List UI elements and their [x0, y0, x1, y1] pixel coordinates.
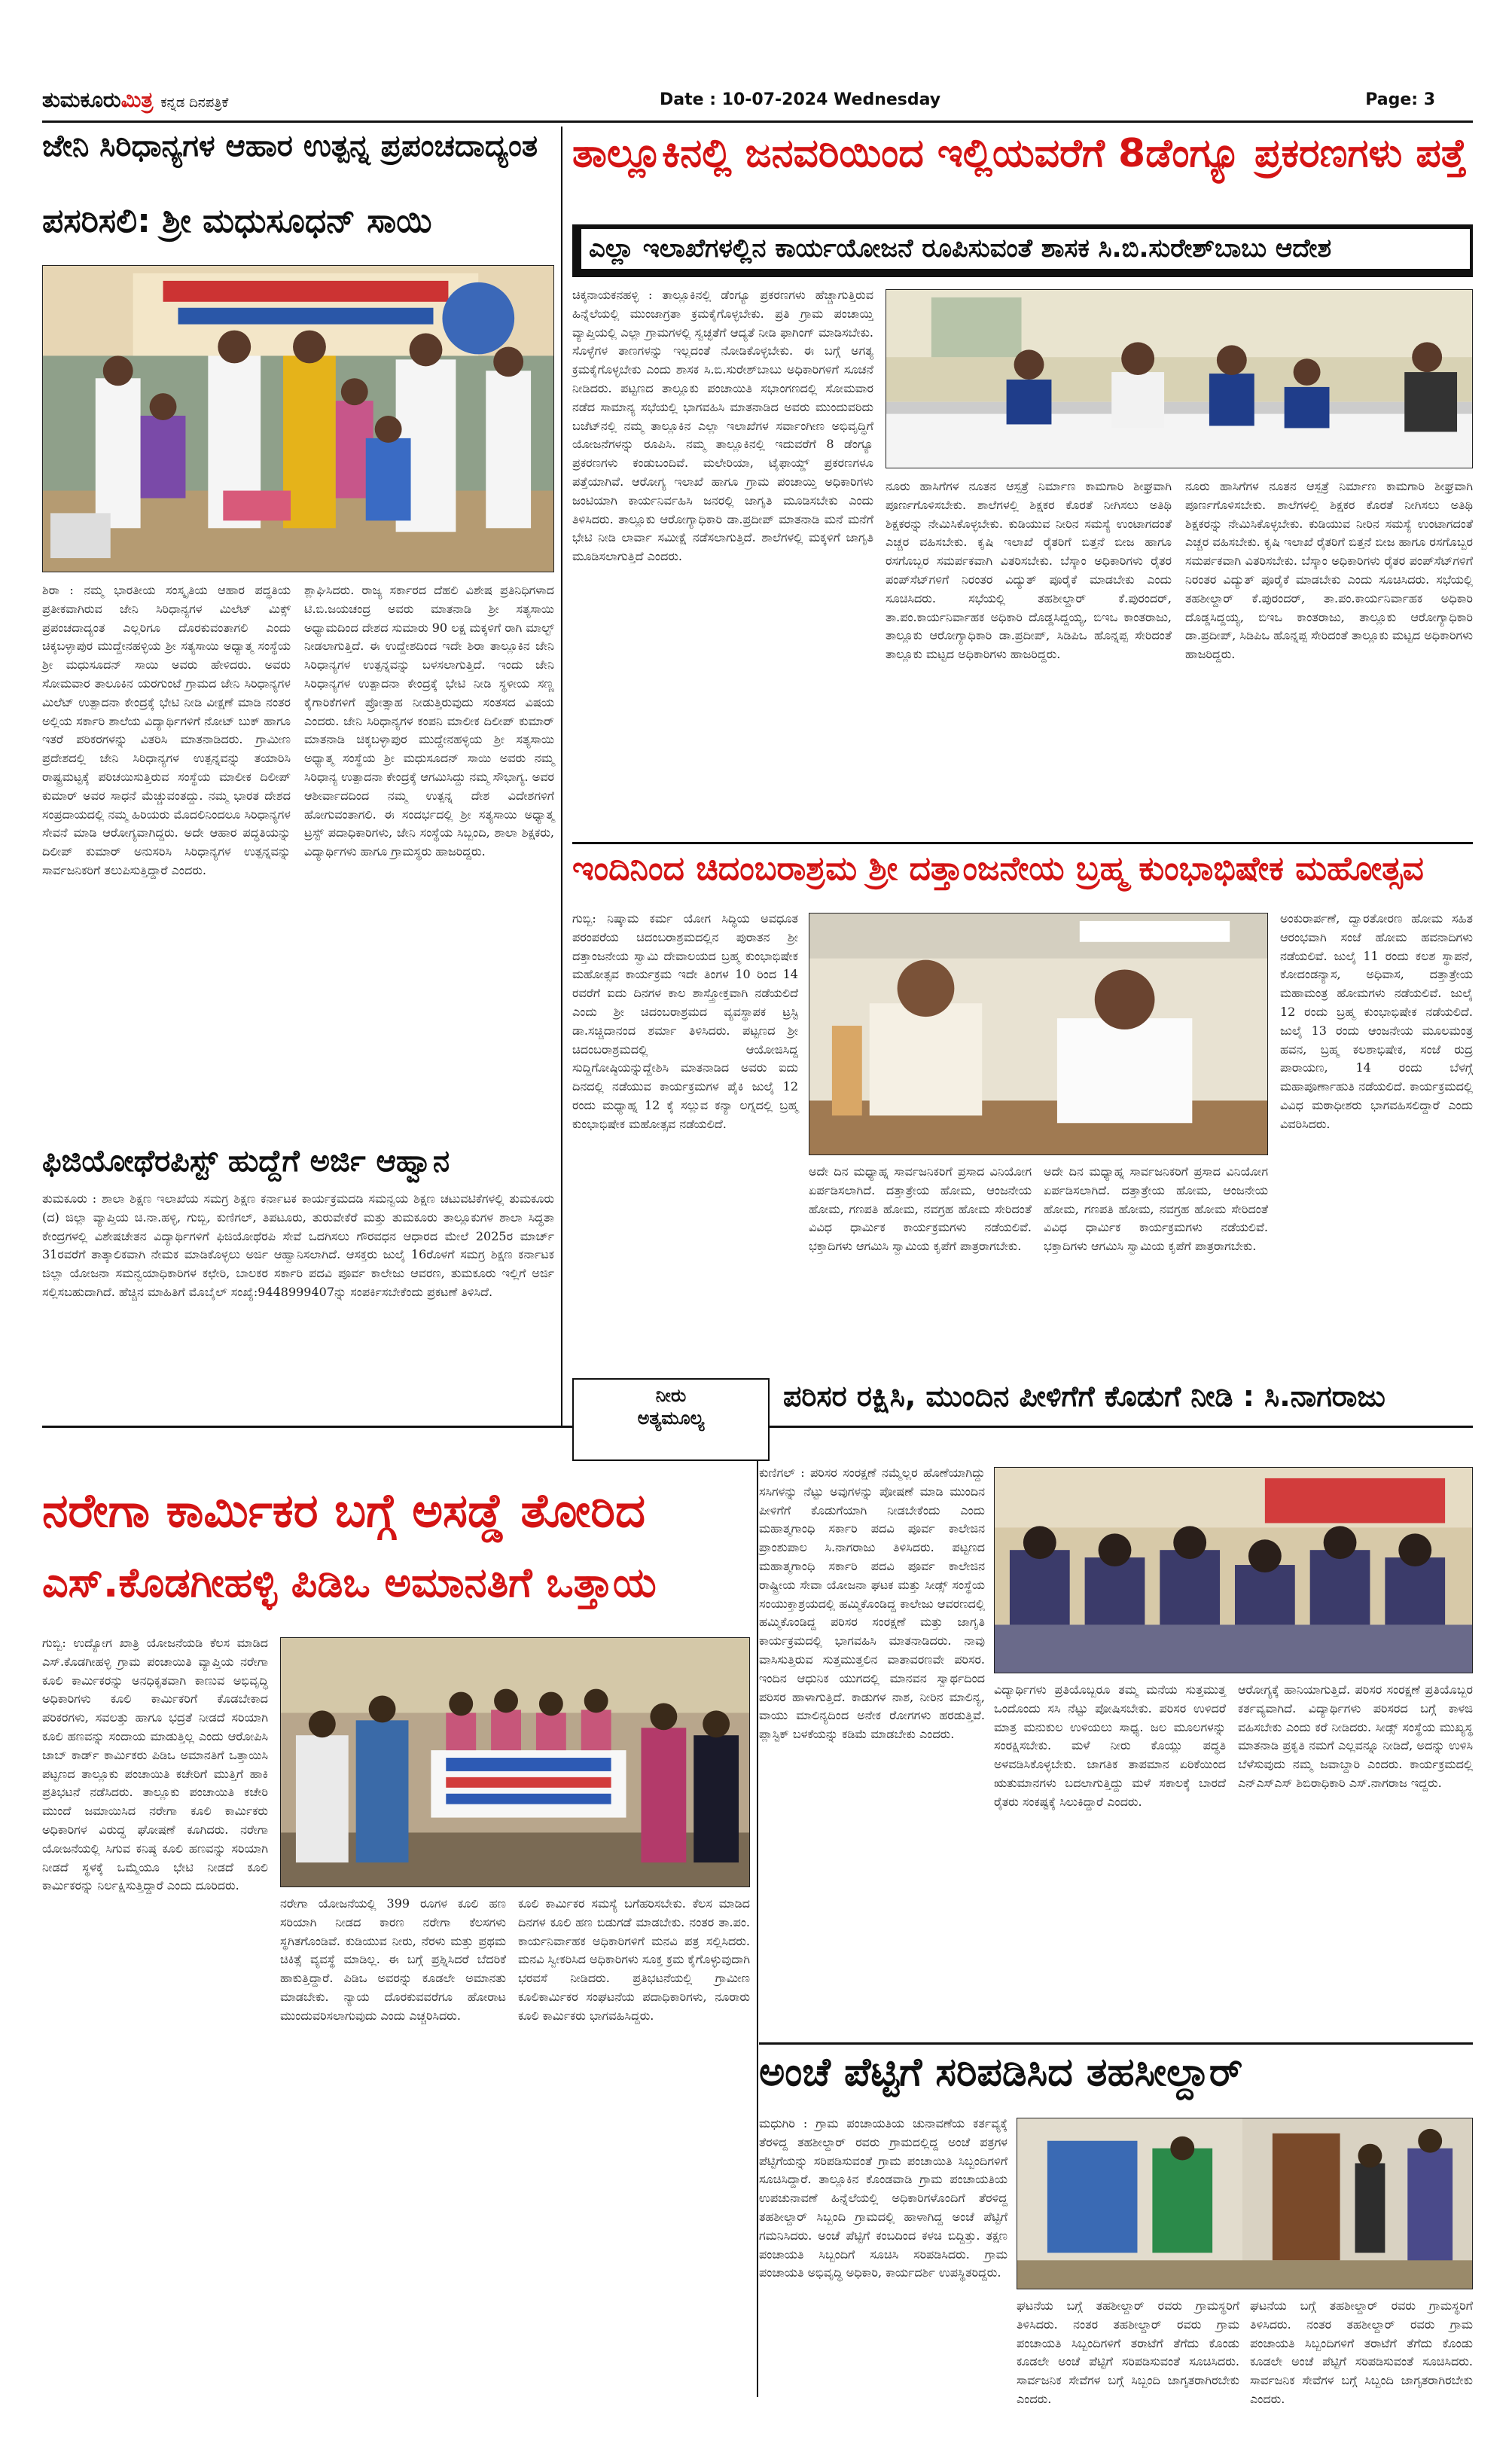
environment-body-col2: ವಿದ್ಯಾರ್ಥಿಗಳು ಪ್ರತಿಯೊಬ್ಬರೂ ತಮ್ಮ ಮನೆಯ ಸುತ್ತಮುತ್ತ ಒಂದೊಂದು ಸಸಿ ನೆಟ್ಟು ಪೋಷಿಸಬೇಕು. ಪರಿಸರ ಉಳಿದರೆ ಮಾತ್ರ ಮನುಕುಲ ಉಳಿಯಲು ಸಾಧ್ಯ. ಜಲ ಮೂಲಗಳನ್ನು ಸಂರಕ್ಷಿಸಬೇಕು. ಮಳೆ ನೀರು ಕೊಯ್ಲು ಪದ್ಧತಿ ಅಳವಡಿಸಿಕೊಳ್ಳಬೇಕು. ಜಾಗತಿಕ ತಾಪಮಾನ ಏರಿಕೆಯಿಂದ ಋತುಮಾನಗಳು ಬದಲಾಗುತ್ತಿದ್ದು ಮಳೆ ಸಕಾಲಕ್ಕೆ ಬಾರದೆ ರೈತರು ಸಂಕಷ್ಟಕ್ಕೆ ಸಿಲುಕಿದ್ದಾರೆ ಎಂದರು. — [994, 1682, 1226, 1809]
newspaper-logo — [42, 87, 228, 113]
millet-headline-line1: ಜೇನಿ ಸಿರಿಧಾನ್ಯಗಳ ಆಹಾರ ಉತ್ಪನ್ನ ಪ್ರಪಂಚದಾದ್ಯಂತ — [42, 129, 538, 163]
nrega-protest-photo — [280, 1637, 750, 1887]
nrega-body-col3: ಕೂಲಿ ಕಾರ್ಮಿಕರ ಸಮಸ್ಯೆ ಬಗೆಹರಿಸಬೇಕು. ಕೆಲಸ ಮಾಡಿದ ದಿನಗಳ ಕೂಲಿ ಹಣ ಬಿಡುಗಡೆ ಮಾಡಬೇಕು. ನಂತರ ತಾ.ಪಂ. ಕಾರ್ಯನಿರ್ವಾಹಕ ಅಧಿಕಾರಿಗಳಿಗೆ ಮನವಿ ಪತ್ರ ಸಲ್ಲಿಸಿದರು. ಮನವಿ ಸ್ವೀಕರಿಸಿದ ಅಧಿಕಾರಿಗಳು ಸೂಕ್ತ ಕ್ರಮ ಕೈಗೊಳ್ಳುವುದಾಗಿ ಭರವಸೆ ನೀಡಿದರು. ಪ್ರತಿಭಟನೆಯಲ್ಲಿ ಗ್ರಾಮೀಣ ಕೂಲಿಕಾರ್ಮಿಕರ ಸಂಘಟನೆಯ ಪದಾಧಿಕಾರಿಗಳು, ನೂರಾರು ಕೂಲಿ ಕಾರ್ಮಿಕರು ಭಾಗವಹಿಸಿದ್ದರು. — [518, 1896, 750, 2023]
column-divider — [757, 1426, 758, 2397]
logo-subtitle: ಕನ್ನಡ ದಿನಪತ್ರಿಕೆ — [160, 95, 229, 111]
kumbha-headline: ಇಂದಿನಿಂದ ಚಿದಂಬರಾಶ್ರಮ ಶ್ರೀ ದತ್ತಾಂಜನೇಯ ಬ್ರಹ್ಮ ಕುಂಭಾಭಿಷೇಕ ಮಹೋತ್ಸವ — [572, 849, 1424, 888]
issue-date: Date : 10-07-2024 Wednesday — [660, 90, 941, 109]
millet-body-col2: ಶ್ಲಾಘಿಸಿದರು. ರಾಜ್ಯ ಸರ್ಕಾರದ ದೆಹಲಿ ವಿಶೇಷ ಪ್ರತಿನಿಧಿಗಳಾದ ಟಿ.ಬಿ.ಜಯಚಂದ್ರ ಅವರು ಮಾತನಾಡಿ ಶ್ರೀ ಸತ್ಯಸಾಯಿ ಅಧ್ಯಾಮದಿಂದ ದೇಶದ ಸುಮಾರು 90 ಲಕ್ಷ ಮಕ್ಕಳಿಗೆ ರಾಗಿ ಮಾಲ್ಟ್ ನೀಡಲಾಗುತ್ತಿದೆ. ಈ ಉದ್ದೇಶದಿಂದ ಇದೇ ಶಿರಾ ತಾಲ್ಲೂಕಿನ ಜೇನಿ ಸಿರಿಧಾನ್ಯಗಳ ಉತ್ಪನ್ನವನ್ನು ಬಳಸಲಾಗುತ್ತಿದೆ. ಇಂದು ಜೇನಿ ಸಿರಿಧಾನ್ಯಗಳ ಉತ್ಪಾದನಾ ಕೇಂದ್ರಕ್ಕೆ ಭೇಟಿ ನೀಡಿ ಸ್ಥಳೀಯ ಸಣ್ಣ ಕೈಗಾರಿಕೆಗಳಿಗೆ ಪ್ರೋತ್ಸಾಹ ನೀಡುತ್ತಿರುವುದು ಸಂತಸದ ವಿಷಯ ಎಂದರು. ಜೇನಿ ಸಿರಿಧಾನ್ಯಗಳ ಕಂಪನಿ ಮಾಲೀಕ ದಿಲೀಪ್ ಕುಮಾರ್ ಮಾತನಾಡಿ ಚಿಕ್ಕಬಳ್ಳಾಪುರ ಮುದ್ದೇನಹಳ್ಳಿಯ ಶ್ರೀ ಸತ್ಯಸಾಯಿ ಅಧ್ಯಾತ್ಮ ಸಂಸ್ಥೆಯ ಶ್ರೀ ಮಧುಸೂದನ್ ಸಾಯಿ ಅವರು ನಮ್ಮ ಸಿರಿಧಾನ್ಯ ಉತ್ಪಾದನಾ ಕೇಂದ್ರಕ್ಕೆ ಆಗಮಿಸಿದ್ದು ನಮ್ಮ ಸೌಭಾಗ್ಯ. ಅವರ ಆಶೀರ್ವಾದದಿಂದ ನಮ್ಮ ಉತ್ಪನ್ನ ದೇಶ ವಿದೇಶಗಳಿಗೆ ಹೋಗುವಂತಾಗಲಿ. ಈ ಸಂದರ್ಭದಲ್ಲಿ ಶ್ರೀ ಸತ್ಯಸಾಯಿ ಅಧ್ಯಾತ್ಮ ಟ್ರಸ್ಟ್ ಪದಾಧಿಕಾರಿಗಳು, ಜೇನಿ ಸಂಸ್ಥೆಯ ಸಿಬ್ಬಂದಿ, ಶಾಲಾ ಶಿಕ್ಷಕರು, ವಿದ್ಯಾರ್ಥಿಗಳು ಹಾಗೂ ಗ್ರಾಮಸ್ಥರು ಹಾಜರಿದ್ದರು. — [304, 583, 554, 859]
postbox-photo — [1017, 2118, 1473, 2289]
dengue-body-col2: ನೂರು ಹಾಸಿಗೆಗಳ ನೂತನ ಆಸ್ಪತ್ರೆ ನಿರ್ಮಾಣ ಕಾಮಗಾರಿ ಶೀಘ್ರವಾಗಿ ಪೂರ್ಣಗೊಳಿಸಬೇಕು. ಶಾಲೆಗಳಲ್ಲಿ ಶಿಕ್ಷಕರ ಕೊರತೆ ನೀಗಿಸಲು ಅತಿಥಿ ಶಿಕ್ಷಕರನ್ನು ನೇಮಿಸಿಕೊಳ್ಳಬೇಕು. ಕುಡಿಯುವ ನೀರಿನ ಸಮಸ್ಯೆ ಉಂಟಾಗದಂತೆ ಎಚ್ಚರ ವಹಿಸಬೇಕು. ಕೃಷಿ ಇಲಾಖೆ ರೈತರಿಗೆ ಬಿತ್ತನೆ ಬೀಜ ಹಾಗೂ ರಸಗೊಬ್ಬರ ಸಮರ್ಪಕವಾಗಿ ವಿತರಿಸಬೇಕು. ಬೆಸ್ಕಾಂ ಅಧಿಕಾರಿಗಳು ರೈತರ ಪಂಪ್‌ಸೆಟ್‌ಗಳಿಗೆ ನಿರಂತರ ವಿದ್ಯುತ್ ಪೂರೈಕೆ ಮಾಡಬೇಕು ಎಂದು ಸೂಚಿಸಿದರು. ಸಭೆಯಲ್ಲಿ ತಹಶೀಲ್ದಾರ್ ಕೆ.ಪುರಂದರ್, ತಾ.ಪಂ.ಕಾರ್ಯನಿರ್ವಾಹಕ ಅಧಿಕಾರಿ ದೊಡ್ಡಸಿದ್ದಯ್ಯ, ಬಿಇಒ ಕಾಂತರಾಜು, ತಾಲ್ಲೂಕು ಆರೋಗ್ಯಾಧಿಕಾರಿ ಡಾ.ಪ್ರದೀಪ್, ಸಿಡಿಪಿಒ ಹೊನ್ನಪ್ಪ ಸೇರಿದಂತೆ ತಾಲ್ಲೂಕು ಮಟ್ಟದ ಅಧಿಕಾರಿಗಳು ಹಾಜರಿದ್ದರು. — [886, 479, 1172, 662]
postbox-body-col2: ಘಟನೆಯ ಬಗ್ಗೆ ತಹಶೀಲ್ದಾರ್ ರವರು ಗ್ರಾಮಸ್ಥರಿಗೆ ತಿಳಿಸಿದರು. ನಂತರ ತಹಶೀಲ್ದಾರ್ ರವರು ಗ್ರಾಮ ಪಂಚಾಯತಿ ಸಿಬ್ಬಂದಿಗಳಿಗೆ ತರಾಟೆಗೆ ತೆಗೆದು ಕೊಂಡು ಕೂಡಲೇ ಅಂಚೆ ಪೆಟ್ಟಿಗೆ ಸರಿಪಡಿಸುವಂತೆ ಸೂಚಿಸಿದರು. ಸಾರ್ವಜನಿಕ ಸೇವೆಗಳ ಬಗ್ಗೆ ಸಿಬ್ಬಂದಿ ಜಾಗೃತರಾಗಿರಬೇಕು ಎಂದರು. — [1017, 2298, 1239, 2406]
nrega-headline-line2: ಎಸ್.ಕೊಡಗೀಹಳ್ಳಿ ಪಿಡಿಒ ಅಮಾನತಿಗೆ ಒತ್ತಾಯ — [42, 1559, 657, 1606]
dengue-body-col3: ನೂರು ಹಾಸಿಗೆಗಳ ನೂತನ ಆಸ್ಪತ್ರೆ ನಿರ್ಮಾಣ ಕಾಮಗಾರಿ ಶೀಘ್ರವಾಗಿ ಪೂರ್ಣಗೊಳಿಸಬೇಕು. ಶಾಲೆಗಳಲ್ಲಿ ಶಿಕ್ಷಕರ ಕೊರತೆ ನೀಗಿಸಲು ಅತಿಥಿ ಶಿಕ್ಷಕರನ್ನು ನೇಮಿಸಿಕೊಳ್ಳಬೇಕು. ಕುಡಿಯುವ ನೀರಿನ ಸಮಸ್ಯೆ ಉಂಟಾಗದಂತೆ ಎಚ್ಚರ ವಹಿಸಬೇಕು. ಕೃಷಿ ಇಲಾಖೆ ರೈತರಿಗೆ ಬಿತ್ತನೆ ಬೀಜ ಹಾಗೂ ರಸಗೊಬ್ಬರ ಸಮರ್ಪಕವಾಗಿ ವಿತರಿಸಬೇಕು. ಬೆಸ್ಕಾಂ ಅಧಿಕಾರಿಗಳು ರೈತರ ಪಂಪ್‌ಸೆಟ್‌ಗಳಿಗೆ ನಿರಂತರ ವಿದ್ಯುತ್ ಪೂರೈಕೆ ಮಾಡಬೇಕು ಎಂದು ಸೂಚಿಸಿದರು. ಸಭೆಯಲ್ಲಿ ತಹಶೀಲ್ದಾರ್ ಕೆ.ಪುರಂದರ್, ತಾ.ಪಂ.ಕಾರ್ಯನಿರ್ವಾಹಕ ಅಧಿಕಾರಿ ದೊಡ್ಡಸಿದ್ದಯ್ಯ, ಬಿಇಒ ಕಾಂತರಾಜು, ತಾಲ್ಲೂಕು ಆರೋಗ್ಯಾಧಿಕಾರಿ ಡಾ.ಪ್ರದೀಪ್, ಸಿಡಿಪಿಒ ಹೊನ್ನಪ್ಪ ಸೇರಿದಂತೆ ತಾಲ್ಲೂಕು ಮಟ್ಟದ ಅಧಿಕಾರಿಗಳು ಹಾಜರಿದ್ದರು. — [1185, 479, 1473, 662]
dengue-subheadline: ಎಲ್ಲಾ ಇಲಾಖೆಗಳಲ್ಲಿನ ಕಾರ್ಯಯೋಜನೆ ರೂಪಿಸುವಂತೆ ಶಾಸಕ ಸಿ.ಬಿ.ಸುರೇಶ್‌ಬಾಬು ಆದೇಶ — [581, 229, 1470, 269]
kumbha-body-col3: ಅದೇ ದಿನ ಮಧ್ಯಾಹ್ನ ಸಾರ್ವಜನಿಕರಿಗೆ ಪ್ರಸಾದ ವಿನಿಯೋಗ ಏರ್ಪಡಿಸಲಾಗಿದೆ. ದತ್ತಾತ್ರೇಯ ಹೋಮ, ಆಂಜನೇಯ ಹೋಮ, ಗಣಪತಿ ಹೋಮ, ನವಗ್ರಹ ಹೋಮ ಸೇರಿದಂತೆ ವಿವಿಧ ಧಾರ್ಮಿಕ ಕಾರ್ಯಕ್ರಮಗಳು ನಡೆಯಲಿವೆ. ಭಕ್ತಾದಿಗಳು ಆಗಮಿಸಿ ಸ್ವಾಮಿಯ ಕೃಪೆಗೆ ಪಾತ್ರರಾಗಬೇಕು. — [1044, 1164, 1268, 1254]
neeru-boxed-label — [572, 1378, 770, 1461]
millet-headline-line2: ಪಸರಿಸಲಿ: ಶ್ರೀ ಮಧುಸೂಧನ್ ಸಾಯಿ — [42, 202, 432, 240]
dengue-headline: ತಾಲ್ಲೂಕಿನಲ್ಲಿ ಜನವರಿಯಿಂದ ಇಲ್ಲಿಯವರೆಗೆ 8ಡೆಂಗ್ಯೂ ಪ್ರಕರಣಗಳು ಪತ್ತೆ — [572, 131, 1467, 176]
physio-body: ತುಮಕೂರು : ಶಾಲಾ ಶಿಕ್ಷಣ ಇಲಾಖೆಯ ಸಮಗ್ರ ಶಿಕ್ಷಣ ಕರ್ನಾಟಕ ಕಾರ್ಯಕ್ರಮದಡಿ ಸಮನ್ವಯ ಶಿಕ್ಷಣ ಚಟುವಟಿಕೆಗಳಲ್ಲಿ ತುಮಕೂರು (ದ) ಜಿಲ್ಲಾ ವ್ಯಾಪ್ತಿಯ ಚಿ.ನಾ.ಹಳ್ಳಿ, ಗುಬ್ಬಿ, ಕುಣಿಗಲ್, ತಿಪಟೂರು, ತುರುವೇಕೆರೆ ಮತ್ತು ತುಮಕೂರು ತಾಲ್ಲೂಕುಗಳ ಶಾಲಾ ಸಿದ್ಧತಾ ಕೇಂದ್ರಗಳಲ್ಲಿ ವಿಶೇಷಚೇತನ ವಿದ್ಯಾರ್ಥಿಗಳಿಗೆ ಫಿಜಿಯೋಥೆರಪಿ ಸೇವೆ ಒದಗಿಸಲು ಗೌರವಧನ ಆಧಾರದ ಮೇಲೆ 2025ರ ಮಾರ್ಚ್ 31ರವರೆಗೆ ತಾತ್ಕಾಲಿಕವಾಗಿ ನೇಮಕ ಮಾಡಿಕೊಳ್ಳಲು ಅರ್ಜಿ ಆಹ್ವಾನಿಸಲಾಗಿದೆ. ಆಸಕ್ತರು ಜುಲೈ 16ರೊಳಗೆ ಸಮಗ್ರ ಶಿಕ್ಷಣ ಕರ್ನಾಟಕ ಜಿಲ್ಲಾ ಯೋಜನಾ ಸಮನ್ವಯಾಧಿಕಾರಿಗಳ ಕಛೇರಿ, ಬಾಲಕರ ಸರ್ಕಾರಿ ಪದವಿ ಪೂರ್ವ ಕಾಲೇಜು ಆವರಣ, ತುಮಕೂರು ಇಲ್ಲಿಗೆ ಅರ್ಜಿ ಸಲ್ಲಿಸಬಹುದಾಗಿದೆ. ಹೆಚ್ಚಿನ ಮಾಹಿತಿಗೆ ಮೊಬೈಲ್ ಸಂಖ್ಯೆ:9448999407ನ್ನು ಸಂಪರ್ಕಿಸಬೇಕೆಂದು ಪ್ರಕಟಣೆ ತಿಳಿಸಿದೆ. — [42, 1191, 554, 1299]
environment-headline: ಪರಿಸರ ರಕ್ಷಿಸಿ, ಮುಂದಿನ ಪೀಳಿಗೆಗೆ ಕೊಡುಗೆ ನೀಡಿ : ಸಿ.ನಾಗರಾಜು — [783, 1380, 1385, 1413]
environment-body-col3: ಆರೋಗ್ಯಕ್ಕೆ ಹಾನಿಯಾಗುತ್ತಿದೆ. ಪರಿಸರ ಸಂರಕ್ಷಣೆ ಪ್ರತಿಯೊಬ್ಬರ ಕರ್ತವ್ಯವಾಗಿದೆ. ವಿದ್ಯಾರ್ಥಿಗಳು ಪರಿಸರದ ಬಗ್ಗೆ ಕಾಳಜಿ ವಹಿಸಬೇಕು ಎಂದು ಕರೆ ನೀಡಿದರು. ಸೀಡ್ಸ್ ಸಂಸ್ಥೆಯ ಮುಖ್ಯಸ್ಥ ಮಾತನಾಡಿ ಪ್ರಕೃತಿ ನಮಗೆ ಎಲ್ಲವನ್ನೂ ನೀಡಿದೆ, ಅದನ್ನು ಉಳಿಸಿ ಬೆಳೆಸುವುದು ನಮ್ಮ ಜವಾಬ್ದಾರಿ ಎಂದರು. ಕಾರ್ಯಕ್ರಮದಲ್ಲಿ ಎನ್‌ಎಸ್‌ಎಸ್ ಶಿಬಿರಾಧಿಕಾರಿ ಎಸ್.ನಾಗರಾಜ ಇದ್ದರು. — [1238, 1682, 1473, 1790]
dengue-body-col1: ಚಿಕ್ಕನಾಯಕನಹಳ್ಳಿ : ತಾಲ್ಲೂಕಿನಲ್ಲಿ ಡೆಂಗ್ಯೂ ಪ್ರಕರಣಗಳು ಹೆಚ್ಚಾಗುತ್ತಿರುವ ಹಿನ್ನೆಲೆಯಲ್ಲಿ ಮುಂಜಾಗ್ರತಾ ಕ್ರಮಕೈಗೊಳ್ಳಬೇಕು. ಪ್ರತಿ ಗ್ರಾಮ ಪಂಚಾಯ್ತಿ ವ್ಯಾಪ್ತಿಯಲ್ಲಿ ಎಲ್ಲಾ ಗ್ರಾಮಗಳಲ್ಲಿ ಸ್ವಚ್ಛತೆಗೆ ಆದ್ಯತೆ ನೀಡಿ ಫಾಗಿಂಗ್ ಮಾಡಿಸಬೇಕು. ಸೊಳ್ಳೆಗಳ ತಾಣಗಳನ್ನು ಇಲ್ಲದಂತೆ ನೋಡಿಕೊಳ್ಳಬೇಕು. ಈ ಬಗ್ಗೆ ಅಗತ್ಯ ಕ್ರಮಕೈಗೊಳ್ಳಬೇಕು ಎಂದು ಶಾಸಕ ಸಿ.ಬಿ.ಸುರೇಶ್‌ಬಾಬು ಅಧಿಕಾರಿಗಳಿಗೆ ಸೂಚನೆ ನೀಡಿದರು. ಪಟ್ಟಣದ ತಾಲ್ಲೂಕು ಪಂಚಾಯಿತಿ ಸಭಾಂಗಣದಲ್ಲಿ ಸೋಮವಾರ ನಡೆದ ಸಾಮಾನ್ಯ ಸಭೆಯಲ್ಲಿ ಭಾಗವಹಿಸಿ ಮಾತನಾಡಿದ ಅವರು ಮುಂದುವರಿದು ಬಜೆಟ್‌ನಲ್ಲಿ ನಮ್ಮ ತಾಲ್ಲೂಕಿನ ಎಲ್ಲಾ ಇಲಾಖೆಗಳ ಸರ್ವಾಂಗೀಣ ಅಭಿವೃದ್ಧಿಗೆ ಯೋಜನೆಗಳನ್ನು ರೂಪಿಸಿ. ನಮ್ಮ ತಾಲ್ಲೂಕಿನಲ್ಲಿ ಇದುವರೆಗೆ 8 ಡೆಂಗ್ಯೂ ಪ್ರಕರಣಗಳು ಕಂಡುಬಂದಿವೆ. ಮಲೇರಿಯಾ, ಟೈಫಾಯ್ಡ್ ಪ್ರಕರಣಗಳೂ ಪತ್ತೆಯಾಗಿವೆ. ಆರೋಗ್ಯ ಇಲಾಖೆ ಹಾಗೂ ಗ್ರಾಮ ಪಂಚಾಯ್ತಿ ಅಧಿಕಾರಿಗಳು ಜಂಟಿಯಾಗಿ ಕಾರ್ಯನಿರ್ವಹಿಸಿ ಜನರಲ್ಲಿ ಜಾಗೃತಿ ಮೂಡಿಸಬೇಕು ಎಂದು ತಿಳಿಸಿದರು. ತಾಲ್ಲೂಕು ಆರೋಗ್ಯಾಧಿಕಾರಿ ಡಾ.ಪ್ರದೀಪ್ ಮಾತನಾಡಿ ಮನೆ ಮನೆಗೆ ಭೇಟಿ ನೀಡಿ ಲಾರ್ವಾ ಸಮೀಕ್ಷೆ ನಡೆಸಲಾಗುತ್ತಿದೆ. ಶಾಲೆಗಳಲ್ಲಿ ಮಕ್ಕಳಿಗೆ ಜಾಗೃತಿ ಮೂಡಿಸಲಾಗುತ್ತಿದೆ ಎಂದರು. — [572, 288, 873, 564]
dengue-meeting-photo — [886, 289, 1473, 468]
masthead — [42, 87, 1473, 120]
millet-body-col1: ಶಿರಾ : ನಮ್ಮ ಭಾರತೀಯ ಸಂಸ್ಕೃತಿಯ ಆಹಾರ ಪದ್ಧತಿಯ ಪ್ರತೀಕವಾಗಿರುವ ಜೇನಿ ಸಿರಿಧಾನ್ಯಗಳ ಮಿಲೆಟ್ ಮಿಕ್ಸ್ ಪ್ರಪಂಚದಾದ್ಯಂತ ಎಲ್ಲರಿಗೂ ದೊರಕುವಂತಾಗಲಿ ಎಂದು ಚಿಕ್ಕಬಳ್ಳಾಪುರ ಮುದ್ದೇನಹಳ್ಳಿಯ ಶ್ರೀ ಸತ್ಯಸಾಯಿ ಅಧ್ಯಾತ್ಮ ಸಂಸ್ಥೆಯ ಶ್ರೀ ಮಧುಸೂದನ್ ಸಾಯಿ ಅವರು ಹೇಳಿದರು. ಅವರು ಸೋಮವಾರ ತಾಲೂಕಿನ ಯರಗುಂಟೆ ಗ್ರಾಮದ ಜೇನಿ ಸಿರಿಧಾನ್ಯಗಳ ಮಿಲೆಟ್ ಉತ್ಪಾದನಾ ಕೇಂದ್ರಕ್ಕೆ ಭೇಟಿ ನೀಡಿ ವೀಕ್ಷಣೆ ಮಾಡಿ ನಂತರ ಅಲ್ಲಿಯ ಸರ್ಕಾರಿ ಶಾಲೆಯ ವಿದ್ಯಾರ್ಥಿಗಳಿಗೆ ನೋಟ್ ಬುಕ್ ಹಾಗೂ ಇತರೆ ಪರಿಕರಗಳನ್ನು ವಿತರಿಸಿ ಮಾತನಾಡಿದರು. ಗ್ರಾಮೀಣ ಪ್ರದೇಶದಲ್ಲಿ ಜೇನಿ ಸಿರಿಧಾನ್ಯಗಳ ಉತ್ಪನ್ನವನ್ನು ತಯಾರಿಸಿ ರಾಷ್ಟ್ರಮಟ್ಟಕ್ಕೆ ಪರಿಚಯಿಸುತ್ತಿರುವ ಸಂಸ್ಥೆಯ ಮಾಲೀಕ ದಿಲೀಪ್ ಕುಮಾರ್ ಅವರ ಸಾಧನೆ ಮೆಚ್ಚುವಂತದ್ದು. ನಮ್ಮ ಭಾರತ ದೇಶದ ಸಂಪ್ರದಾಯದಲ್ಲಿ ನಮ್ಮ ಹಿರಿಯರು ಮೊದಲಿನಿಂದಲೂ ಸಿರಿಧಾನ್ಯಗಳ ಸೇವನೆ ಮಾಡಿ ಆರೋಗ್ಯವಾಗಿದ್ದರು. ಅದೇ ಆಹಾರ ಪದ್ಧತಿಯನ್ನು ದಿಲೀಪ್ ಕುಮಾರ್ ಅನುಸರಿಸಿ ಸಿರಿಧಾನ್ಯಗಳ ಉತ್ಪನ್ನವನ್ನು ಸಾರ್ವಜನಿಕರಿಗೆ ತಲುಪಿಸುತ್ತಿದ್ದಾರೆ ಎಂದರು. — [42, 583, 291, 877]
nrega-body-col1: ಗುಬ್ಬಿ: ಉದ್ಯೋಗ ಖಾತ್ರಿ ಯೋಜನೆಯಡಿ ಕೆಲಸ ಮಾಡಿದ ಎಸ್.ಕೊಡಗೀಹಳ್ಳಿ ಗ್ರಾಮ ಪಂಚಾಯಿತಿ ವ್ಯಾಪ್ತಿಯ ನರೇಗಾ ಕೂಲಿ ಕಾರ್ಮಿಕರನ್ನು ಅನಧಿಕೃತವಾಗಿ ಕಾಣುವ ಅಭಿವೃದ್ಧಿ ಅಧಿಕಾರಿಗಳು ಕೂಲಿ ಕಾರ್ಮಿಕರಿಗೆ ಕೊಡಬೇಕಾದ ಪರಿಕರಗಳು, ಸವಲತ್ತು ಹಾಗೂ ಭದ್ರತೆ ನೀಡದೆ ಸರಿಯಾಗಿ ಕೂಲಿ ಹಣವನ್ನು ಸಂದಾಯ ಮಾಡುತ್ತಿಲ್ಲ ಎಂದು ಆರೋಪಿಸಿ ಜಾಬ್ ಕಾರ್ಡ್ ಕಾರ್ಮಿಕರು ಪಿಡಿಒ ಅಮಾನತಿಗೆ ಒತ್ತಾಯಿಸಿ ಪಟ್ಟಣದ ತಾಲ್ಲೂಕು ಪಂಚಾಯಿತಿ ಕಚೇರಿಗೆ ಮುತ್ತಿಗೆ ಹಾಕಿ ಪ್ರತಿಭಟನೆ ನಡೆಸಿದರು. ತಾಲ್ಲೂಕು ಪಂಚಾಯಿತಿ ಕಚೇರಿ ಮುಂದೆ ಜಮಾಯಿಸಿದ ನರೇಗಾ ಕೂಲಿ ಕಾರ್ಮಿಕರು ಅಧಿಕಾರಿಗಳ ವಿರುದ್ಧ ಘೋಷಣೆ ಕೂಗಿದರು. ನರೇಗಾ ಯೋಜನೆಯಲ್ಲಿ ಸಿಗುವ ಕನಿಷ್ಠ ಕೂಲಿ ಹಣವನ್ನು ಸರಿಯಾಗಿ ನೀಡದೆ ಸ್ಥಳಕ್ಕೆ ಒಮ್ಮೆಯೂ ಭೇಟಿ ನೀಡದೆ ಕೂಲಿ ಕಾರ್ಮಿಕರನ್ನು ನಿರ್ಲಕ್ಷಿಸುತ್ತಿದ್ದಾರೆ ಎಂದು ದೂರಿದರು. — [42, 1636, 268, 1893]
neeru-label-line2: ಅತ್ಯಮೂಲ್ಯ — [637, 1408, 705, 1429]
masthead-rule — [42, 120, 1473, 123]
kumbha-body-col1: ಗುಬ್ಬಿ: ನಿಷ್ಕಾಮ ಕರ್ಮ ಯೋಗ ಸಿದ್ಧಿಯ ಅವಧೂತ ಪರಂಪರೆಯ ಚಿದಂಬರಾಶ್ರಮದಲ್ಲಿನ ಪುರಾತನ ಶ್ರೀ ದತ್ತಾಂಜನೇಯ ಸ್ವಾಮಿ ದೇವಾಲಯದ ಬ್ರಹ್ಮ ಕುಂಭಾಭಿಷೇಕ ಮಹೋತ್ಸವ ಕಾರ್ಯಕ್ರಮ ಇದೇ ತಿಂಗಳ 10 ರಿಂದ 14 ರವರೆಗೆ ಐದು ದಿನಗಳ ಕಾಲ ಶಾಸ್ತ್ರೋಕ್ತವಾಗಿ ನಡೆಯಲಿದೆ ಎಂದು ಶ್ರೀ ಚಿದಂಬರಾಶ್ರಮದ ವ್ಯವಸ್ಥಾಪಕ ಟ್ರಸ್ಟಿ ಡಾ.ಸಚ್ಚಿದಾನಂದ ಶರ್ಮಾ ತಿಳಿಸಿದರು. ಪಟ್ಟಣದ ಶ್ರೀ ಚಿದಂಬರಾಶ್ರಮದಲ್ಲಿ ಆಯೋಜಿಸಿದ್ದ ಸುದ್ದಿಗೋಷ್ಠಿಯನ್ನುದ್ದೇಶಿಸಿ ಮಾತನಾಡಿದ ಅವರು ಐದು ದಿನದಲ್ಲಿ ನಡೆಯುವ ಕಾರ್ಯಕ್ರಮಗಳ ಪೈಕಿ ಜುಲೈ 12 ರಂದು ಮಧ್ಯಾಹ್ನ 12 ಕ್ಕೆ ಸಲ್ಲುವ ಕನ್ಯಾ ಲಗ್ನದಲ್ಲಿ ಬ್ರಹ್ಮ ಕುಂಭಾಭಿಷೇಕ ಮಹೋತ್ಸವ ನಡೆಯಲಿದೆ. — [572, 911, 798, 1131]
postbox-body-col3: ಘಟನೆಯ ಬಗ್ಗೆ ತಹಶೀಲ್ದಾರ್ ರವರು ಗ್ರಾಮಸ್ಥರಿಗೆ ತಿಳಿಸಿದರು. ನಂತರ ತಹಶೀಲ್ದಾರ್ ರವರು ಗ್ರಾಮ ಪಂಚಾಯತಿ ಸಿಬ್ಬಂದಿಗಳಿಗೆ ತರಾಟೆಗೆ ತೆಗೆದು ಕೊಂಡು ಕೂಡಲೇ ಅಂಚೆ ಪೆಟ್ಟಿಗೆ ಸರಿಪಡಿಸುವಂತೆ ಸೂಚಿಸಿದರು. ಸಾರ್ವಜನಿಕ ಸೇವೆಗಳ ಬಗ್ಗೆ ಸಿಬ್ಬಂದಿ ಜಾಗೃತರಾಗಿರಬೇಕು ಎಂದರು. — [1250, 2298, 1473, 2406]
environment-event-photo — [994, 1467, 1473, 1673]
nrega-headline-line1: ನರೇಗಾ ಕಾರ್ಮಿಕರ ಬಗ್ಗೆ ಅಸಡ್ಡೆ ತೋರಿದ — [42, 1483, 646, 1538]
postbox-top-rule — [759, 2042, 1473, 2045]
nrega-body-col2: ನರೇಗಾ ಯೋಜನೆಯಲ್ಲಿ 399 ರೂಗಳ ಕೂಲಿ ಹಣ ಸರಿಯಾಗಿ ನೀಡದ ಕಾರಣ ನರೇಗಾ ಕೆಲಸಗಳು ಸ್ಥಗಿತಗೊಂಡಿವೆ. ಕುಡಿಯುವ ನೀರು, ನೆರಳು ಮತ್ತು ಪ್ರಥಮ ಚಿಕಿತ್ಸೆ ವ್ಯವಸ್ಥೆ ಮಾಡಿಲ್ಲ. ಈ ಬಗ್ಗೆ ಪ್ರಶ್ನಿಸಿದರೆ ಬೆದರಿಕೆ ಹಾಕುತ್ತಿದ್ದಾರೆ. ಪಿಡಿಒ ಅವರನ್ನು ಕೂಡಲೇ ಅಮಾನತು ಮಾಡಬೇಕು. ನ್ಯಾಯ ದೊರಕುವವರೆಗೂ ಹೋರಾಟ ಮುಂದುವರಿಸಲಾಗುವುದು ಎಂದು ಎಚ್ಚರಿಸಿದರು. — [280, 1896, 506, 2023]
millet-event-photo — [42, 265, 554, 572]
page-number: Page: 3 — [1365, 90, 1435, 109]
logo-black-text: ತುಮಕೂರು — [42, 87, 121, 112]
postbox-body-col1: ಮಧುಗಿರಿ : ಗ್ರಾಮ ಪಂಚಾಯತಿಯ ಚುನಾವಣೆಯ ಕರ್ತವ್ಯಕ್ಕೆ ತೆರಳಿದ್ದ ತಹಶೀಲ್ದಾರ್ ರವರು ಗ್ರಾಮದಲ್ಲಿದ್ದ ಅಂಚೆ ಪತ್ರಗಳ ಪೆಟ್ಟಿಗೆಯನ್ನು ಸರಿಪಡಿಸುವಂತೆ ಗ್ರಾಮ ಪಂಚಾಯಿತಿ ಸಿಬ್ಬಂದಿಗಳಿಗೆ ಸೂಚಿಸಿದ್ದಾರೆ. ತಾಲ್ಲೂಕಿನ ಕೊಂಡವಾಡಿ ಗ್ರಾಮ ಪಂಚಾಯತಿಯ ಉಪಚುನಾವಣೆ ಹಿನ್ನೆಲೆಯಲ್ಲಿ ಅಧಿಕಾರಿಗಳೊಂದಿಗೆ ತೆರಳಿದ್ದ ತಹಶೀಲ್ದಾರ್ ಸಿಬ್ಬಂದಿ ಗ್ರಾಮದಲ್ಲಿ ಹಾಳಾಗಿದ್ದ ಅಂಚೆ ಪೆಟ್ಟಿಗೆ ಗಮನಿಸಿದರು. ಅಂಚೆ ಪೆಟ್ಟಿಗೆ ಕಂಬದಿಂದ ಕಳಚಿ ಬಿದ್ದಿತ್ತು. ತಕ್ಷಣ ಪಂಚಾಯತಿ ಸಿಬ್ಬಂದಿಗೆ ಸೂಚಿಸಿ ಸರಿಪಡಿಸಿದರು. ಗ್ರಾಮ ಪಂಚಾಯತಿ ಅಭಿವೃದ್ಧಿ ಅಧಿಕಾರಿ, ಕಾರ್ಯದರ್ಶಿ ಉಪಸ್ಥಿತರಿದ್ದರು. — [759, 2116, 1007, 2280]
physio-headline: ಫಿಜಿಯೋಥೆರಪಿಸ್ಟ್ ಹುದ್ದೆಗೆ ಅರ್ಜಿ ಆಹ್ವಾನ — [42, 1144, 450, 1179]
column-divider — [561, 127, 562, 1426]
environment-body-col1: ಕುಣಿಗಲ್ : ಪರಿಸರ ಸಂರಕ್ಷಣೆ ನಮ್ಮೆಲ್ಲರ ಹೊಣೆಯಾಗಿದ್ದು ಸಸಿಗಳನ್ನು ನೆಟ್ಟು ಅವುಗಳನ್ನು ಪೋಷಣೆ ಮಾಡಿ ಮುಂದಿನ ಪೀಳಿಗೆಗೆ ಕೊಡುಗೆಯಾಗಿ ನೀಡಬೇಕೆಂದು ಎಂದು ಮಹಾತ್ಮಗಾಂಧಿ ಸರ್ಕಾರಿ ಪದವಿ ಪೂರ್ವ ಕಾಲೇಜಿನ ಪ್ರಾಂಶುಪಾಲ ಸಿ.ನಾಗರಾಜು ತಿಳಿಸಿದರು. ಪಟ್ಟಣದ ಮಹಾತ್ಮಗಾಂಧಿ ಸರ್ಕಾರಿ ಪದವಿ ಪೂರ್ವ ಕಾಲೇಜಿನ ರಾಷ್ಟ್ರೀಯ ಸೇವಾ ಯೋಜನಾ ಘಟಕ ಮತ್ತು ಸೀಡ್ಸ್ ಸಂಸ್ಥೆಯ ಸಂಯುಕ್ತಾಶ್ರಯದಲ್ಲಿ ಹಮ್ಮಿಕೊಂಡಿದ್ದ ಕಾಲೇಜು ಆವರಣದಲ್ಲಿ ಹಮ್ಮಿಕೊಂಡಿದ್ದ ಪರಿಸರ ಸಂರಕ್ಷಣೆ ಮತ್ತು ಜಾಗೃತಿ ಕಾರ್ಯಕ್ರಮದಲ್ಲಿ ಭಾಗವಹಿಸಿ ಮಾತನಾಡಿದರು. ನಾವು ವಾಸಿಸುತ್ತಿರುವ ಸುತ್ತಮುತ್ತಲಿನ ವಾತಾವರಣವೇ ಪರಿಸರ. ಇಂದಿನ ಆಧುನಿಕ ಯುಗದಲ್ಲಿ ಮಾನವನ ಸ್ವಾರ್ಥದಿಂದ ಪರಿಸರ ಹಾಳಾಗುತ್ತಿದೆ. ಕಾಡುಗಳ ನಾಶ, ನೀರಿನ ಮಾಲಿನ್ಯ, ವಾಯು ಮಾಲಿನ್ಯದಿಂದ ಅನೇಕ ರೋಗಗಳು ಹರಡುತ್ತಿವೆ. ಪ್ಲಾಸ್ಟಿಕ್ ಬಳಕೆಯನ್ನು ಕಡಿಮೆ ಮಾಡಬೇಕು ಎಂದರು. — [759, 1466, 985, 1742]
kumbha-body-col4: ಅಂಕುರಾರ್ಪಣೆ, ದ್ವಾರತೋರಣ ಹೋಮ ಸಹಿತ ಆರಂಭವಾಗಿ ಸಂಜೆ ಹೋಮ ಹವನಾದಿಗಳು ನಡೆಯಲಿವೆ. ಜುಲೈ 11 ರಂದು ಕಲಶ ಸ್ಥಾಪನೆ, ಕೋದಂಡನ್ಯಾಸ, ಅಧಿವಾಸ, ದತ್ತಾತ್ರೇಯ ಮಹಾಮಂತ್ರ ಹೋಮಗಳು ನಡೆಯಲಿವೆ. ಜುಲೈ 12 ರಂದು ಬ್ರಹ್ಮ ಕುಂಭಾಭಿಷೇಕ ನಡೆಯಲಿದೆ. ಜುಲೈ 13 ರಂದು ಆಂಜನೇಯ ಮೂಲಮಂತ್ರ ಹವನ, ಬ್ರಹ್ಮ ಕಲಶಾಭಿಷೇಕ, ಸಂಜೆ ರುದ್ರ ಪಾರಾಯಣ, 14 ರಂದು ಬೆಳಗ್ಗೆ ಮಹಾಪೂರ್ಣಾಹುತಿ ನಡೆಯಲಿದೆ. ಕಾರ್ಯಕ್ರಮದಲ್ಲಿ ವಿವಿಧ ಮಠಾಧೀಶರು ಭಾಗವಹಿಸಲಿದ್ದಾರೆ ಎಂದು ವಿವರಿಸಿದರು. — [1280, 911, 1473, 1131]
postbox-headline: ಅಂಚೆ ಪೆಟ್ಟಿಗೆ ಸರಿಪಡಿಸಿದ ತಹಸೀಲ್ದಾರ್ — [759, 2050, 1243, 2095]
kumbha-body-col2: ಅದೇ ದಿನ ಮಧ್ಯಾಹ್ನ ಸಾರ್ವಜನಿಕರಿಗೆ ಪ್ರಸಾದ ವಿನಿಯೋಗ ಏರ್ಪಡಿಸಲಾಗಿದೆ. ದತ್ತಾತ್ರೇಯ ಹೋಮ, ಆಂಜನೇಯ ಹೋಮ, ಗಣಪತಿ ಹೋಮ, ನವಗ್ರಹ ಹೋಮ ಸೇರಿದಂತೆ ವಿವಿಧ ಧಾರ್ಮಿಕ ಕಾರ್ಯಕ್ರಮಗಳು ನಡೆಯಲಿವೆ. ಭಕ್ತಾದಿಗಳು ಆಗಮಿಸಿ ಸ್ವಾಮಿಯ ಕೃಪೆಗೆ ಪಾತ್ರರಾಗಬೇಕು. — [809, 1164, 1032, 1254]
kumbha-top-rule — [572, 842, 1473, 844]
neeru-label-line1: ನೀರು — [655, 1385, 687, 1406]
logo-red-text: ಮಿತ್ರ — [120, 87, 154, 112]
kumbha-photo — [809, 913, 1268, 1155]
